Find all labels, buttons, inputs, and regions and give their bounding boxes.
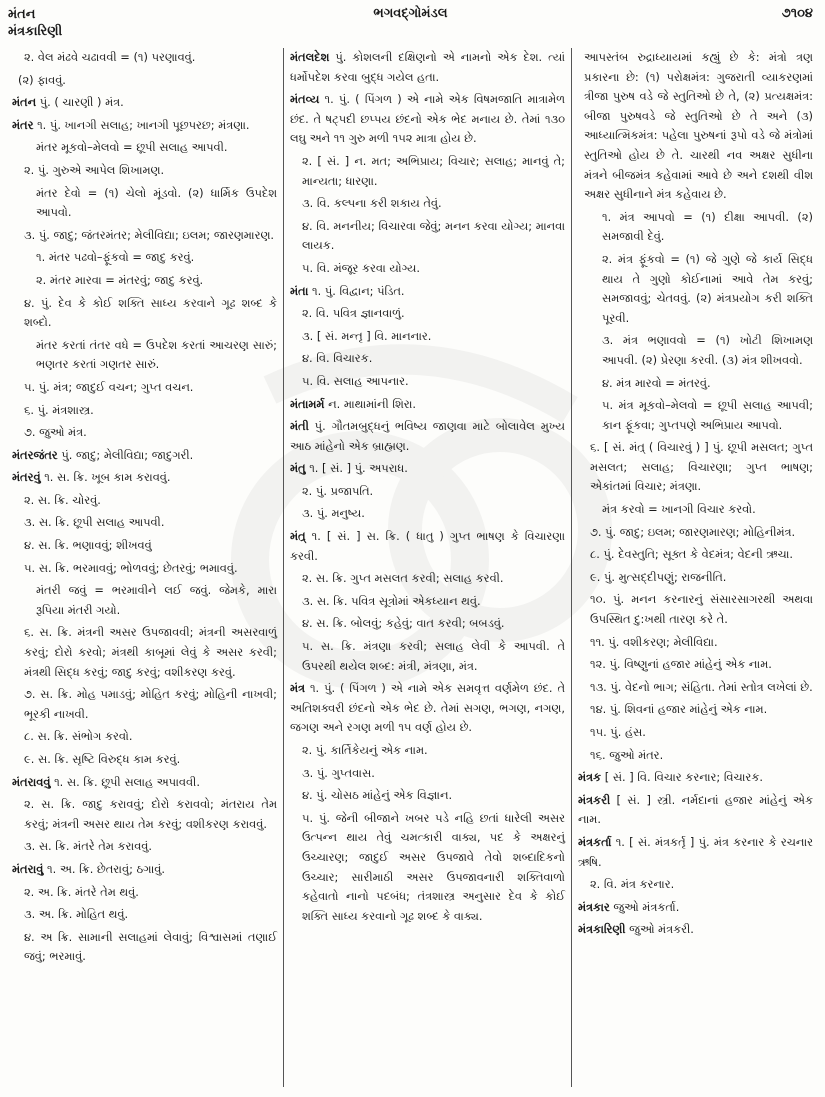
definition-text: પું. કોશલની દક્ષિણનો એ નામનો એક દેશ. ત્યાં ધર્મોપદેશ કરવા બુદ્ધ ગયેલ હતા. (290, 50, 565, 84)
headword: મંત્રકારિણી (578, 922, 626, 937)
sense-definition: ૫. સ. ક્રિ. મંત્રણા કરવી; સલાહ લેવી કે આપવી. તે ઉપરથી થયેલ શબ્દ: મંત્રી, મંત્રણા, મંત્ર. (302, 639, 565, 673)
headword: મંતરવું (12, 470, 41, 485)
definition-text: પું. જાદુ; મેલીવિદ્યા; જાદુગરી. (57, 447, 194, 462)
sense-definition: ૩. અ. ક્રિ. મોહિત થવું. (24, 907, 129, 922)
dictionary-entry (290, 679, 565, 738)
idiom-phrase: ૧. મંત્ર આપવો = (૧) દીક્ષા આપવી. (૨) સમજાવી દેવું. (602, 209, 813, 244)
sense-definition: ૫. પું. જેની બીજાને ખબર પડે નહિ છતાં ધારેલી અસર ઉત્પન્ન થાય તેવું ચમત્કારી વાક્ય, પદ કે અક્ષરનું ઉચ્ચારણ; જાદુઈ અસર ઉપજાવે તેવો શબ્દાદિકનો ઉચ્ચાર; સારીમાઠી અસર ઉપજાવનારી શક્તિવાળો કહેવાતો નાનો પદબંધ; તંત્રશાસ્ત્ર અનુસાર દેવ કે કોઈ શક્તિ સાધ્ય કરવાનો ગૂઢ શબ્દ કે વાક્ય. (302, 810, 565, 923)
definition-text: પું. ગૌતમબુદ્ધનું ભવિષ્ય જાણવા માટે બોલાવેલ મુખ્ય આઠ માંહેનો એક બ્રાહ્મણ. (290, 419, 565, 453)
headword: મંતન (12, 95, 37, 110)
headword: મંતી (290, 419, 309, 434)
headword: મંત્રકાર (578, 899, 610, 914)
page-header (8, 4, 813, 40)
dictionary-entry (290, 48, 565, 87)
sense-definition: ૩. [ સં. મન્તૃ ] વિ. માનનાર. (302, 328, 432, 343)
definition-text: પું. ( ચારણી ) મંત્ર. (36, 95, 124, 110)
headword: મંતલદેશ (290, 50, 330, 64)
sense-definition: ૨. પું. ગુરુએ આપેલ શિખામણ. (24, 162, 165, 177)
headword: મંતામર્મ (290, 396, 325, 411)
dictionary-entry (290, 395, 565, 415)
dictionary-entry (12, 93, 277, 113)
headword: મંત્રક (578, 770, 602, 785)
dictionary-entry (578, 898, 813, 918)
idiom-phrase: ૪. મંત્ર મારવો = મંતરવું. (602, 375, 711, 390)
dictionary-entry (12, 860, 277, 880)
sense-definition: ૫. વિ. મંજૂર કરવા યોગ્ય. (302, 260, 420, 275)
sense-definition: ૪. સ. ક્રિ. બોલવું; કહેવું; વાત કરવી; બબડવું. (302, 616, 505, 631)
column-2 (283, 48, 571, 1087)
sense-definition: ૪. વિ. વિચારક. (302, 351, 373, 366)
sense-definition: ૩. વિ. કલ્પના કરી શકાય તેવું. (302, 196, 442, 211)
dictionary-entry (12, 468, 277, 488)
idiom-phrase: મંતર કરતાં તંતર વધે = ઉપદેશ કરતાં આચરણ સારું; ભણતર કરતાં ગણતર સારું. (36, 337, 277, 372)
idiom-phrase: મંતર દેવો = (૧) ચેલો મૂંડવો. (૨) ધાર્મિક ઉપદેશ આપવો. (36, 185, 277, 220)
sense-definition: ૩. પું. જાદુ; જંતરમંતર; મેલીવિદ્યા; ઇલમ; જારણમારણ. (24, 227, 275, 242)
sense-definition: ૨. પું. પ્રજાપતિ. (302, 483, 374, 498)
last-guide-word: મંત્રકારિણી (8, 24, 63, 39)
sense-definition: ૧૩. પું. વેદનો ભાગ; સંહિતા. તેમાં સ્તોત્ર લખેલાં છે. (590, 679, 813, 694)
sense-definition: ૧૧. પું. વશીકરણ; મેલીવિદ્યા. (590, 634, 718, 649)
sense-definition: ૪. પું. દેવ કે કોઈ શક્તિ સાધ્ય કરવાને ગૂઢ શબ્દ કે શબ્દો. (24, 295, 277, 330)
definition-text: ૧. સ. ક્રિ. ખૂબ કામ કરાવવું. (40, 470, 171, 485)
headword: મંતરાવું (12, 861, 44, 876)
sense-definition: ૯. સ. ક્રિ. સૃષ્ટિ વિરુદ્ધ કામ કરવું. (24, 752, 181, 766)
dictionary-entry (290, 459, 565, 479)
sense-definition: ૯. પું. મુત્સદ્દીપણું; રાજનીતિ. (590, 569, 727, 584)
definition-continuation: આપસ્તંબ રુદ્રાધ્યાયમાં કહ્યું છે કે: મંત્રો ત્રણ પ્રકારના છે: (૧) પરોક્ષમંત્ર: ગુજરાતી વ્યાકરણમાં ત્રીજા પુરુષ વડે જે સ્તુતિઓ છે તે, (૨) પ્રત્યક્ષમંત્ર: બીજા પુરુષવડે જે સ્તુતિઓ છે તે અને (૩) આધ્યાત્મિકમંત્ર: પહેલા પુરુષનાં રૂપો વડે જે મંત્રોમાં સ્તુતિઓ હોય છે તે. ચારથી નવ અક્ષર સુધીના મંત્રને બીજમંત્ર કહેવામાં આવે છે અને દશથી વીશ અક્ષર સુધીનાને મંત્ર કહેવાય છે. (584, 50, 813, 202)
headword: મંતા (290, 283, 309, 298)
dictionary-entry (290, 417, 565, 456)
sense-definition: ૨. વિ. પવિત્ર જ્ઞાનવાળું. (302, 306, 405, 321)
sense-definition: ૧૬. જુઓ મંતર. (590, 747, 664, 762)
sense-definition: ૬. [ સં. મંત્ર્ ( વિચારવું ) ] પું. છૂપી મસલત; ગુપ્ત મસલત; સલાહ; વિચારણા; ગુપ્ત ભાષણ; એકાંતમાં વિચાર; મંત્રણા. (590, 440, 813, 494)
sense-definition: ૪. વિ. મનનીય; વિચારવા જેવું; મનન કરવા યોગ્ય; માનવા લાયક. (302, 218, 565, 253)
dictionary-entry (578, 920, 813, 940)
dictionary-entry (290, 527, 565, 566)
definition-text: ૧. [ સં. ] સ. ક્રિ. ( ધાતુ ) ગુપ્ત ભાષણ કે વિચારણા કરવી. (290, 529, 565, 563)
definition-text: ૧. અ. ક્રિ. છેતરાવું; ઠગાવું. (43, 861, 165, 876)
sense-definition: ૧૨. પું. વિષ્ણુનાં હજાર માંહેનું એક નામ. (590, 657, 772, 672)
sense-definition: ૫. પું. મંત્ર; જાદુઈ વચન; ગુપ્ત વચન. (24, 379, 194, 394)
sense-definition: ૨. અ. ક્રિ. મંતરે તેમ થવું. (24, 884, 139, 899)
sense-definition: ૨. સ. ક્રિ. ચોરવું. (24, 492, 101, 507)
definition-text: [ સં. ] વિ. વિચાર કરનાર; વિચારક. (601, 770, 763, 785)
dictionary-entry (578, 768, 813, 788)
sense-definition: ૪. પું. ચોસઠ માંહેનું એક વિજ્ઞાન. (302, 788, 453, 803)
idiom-phrase: ૨. મંતર મારવા = મંતરવું; જાદુ કરવું. (36, 272, 204, 287)
headword: મંત્ર્ (290, 529, 306, 544)
headword: મંત્ર (290, 681, 306, 696)
sense-definition: ૫. વિ. સલાહ આપનાર. (302, 373, 409, 388)
definition-text: જુઓ મંત્રકર્તા. (609, 899, 680, 914)
sense-definition: ૨. સ. ક્રિ. જાદુ કરાવવું; દોરો કરાવવો; મંતરાય તેમ કરવું; મંત્રની અસર થાય તેમ કરવું; વશીકરણ કરાવવું. (24, 797, 277, 831)
sense-definition: ૭. જુઓ મંત્ર. (24, 425, 87, 440)
sense-definition: ૨. [ સં. ] ન. મત; અભિપ્રાય; વિચાર; સલાહ; માનવું તે; માન્યતા; ધારણા. (302, 153, 565, 188)
headword: મંત્રકર્તા (578, 834, 612, 849)
idiom-phrase: મંત્ર કરવો = ખાનગી વિચાર કરવો. (602, 502, 756, 517)
column-3 (571, 48, 819, 1087)
sense-definition: ૨. પું. કાર્તિકેયનું એક નામ. (302, 743, 428, 757)
headword: મંત્રકરી (578, 792, 611, 807)
headword: મંતર (12, 117, 34, 132)
sense-definition: ૭. સ. ક્રિ. મોહ પમાડવું; મોહિત કરવું; મોહિની નાખવી; ભૂરકી નાખવી. (24, 687, 277, 721)
book-title: ભગવદ્ગોમંડલ (373, 6, 448, 21)
idiom-phrase: મંતરી જવું = ભરમાવીને લઈ જવું. જેમકે, મારા રૂપિયા મંતરી ગયો. (36, 583, 277, 617)
headword: મંતવ્ય (290, 92, 320, 107)
definition-continuation: (૨) ફાવવું. (18, 72, 66, 87)
definition-text: ૧. [ સં. મંત્રકર્તૃ ] પું. મંત્ર કરનાર કે રચનાર ઋષિ. (578, 834, 813, 869)
first-guide-word: મંતન (8, 7, 36, 22)
sense-definition: ૩. પું. મનુષ્ય. (302, 506, 365, 521)
sense-definition: ૩. સ. ક્રિ. પવિત્ર સૂત્રોમાં એકધ્યાન થવું. (302, 593, 481, 608)
sense-definition: ૩. સ. ક્રિ. છૂપી સલાહ આપવી. (24, 515, 165, 530)
sense-definition: ૮. પું. દેવસ્તુતિ; સૂક્ત કે વેદમંત્ર; વેદની ઋચા. (590, 547, 793, 562)
headword: મંતરાવવું (12, 774, 51, 789)
definition-text: ૧. સ. ક્રિ. છૂપી સલાહ અપાવવી. (50, 774, 200, 789)
definition-text: ૧. પું. ખાનગી સલાહ; ખાનગી પૂછપરછ; મંત્રણા. (33, 117, 250, 132)
dictionary-entry (578, 833, 813, 872)
sense-definition: ૨. સ. ક્રિ. ગુપ્ત મસલત કરવી; સલાહ કરવી. (302, 571, 504, 586)
sense-definition: ૪. અ ક્રિ. સામાની સલાહમાં લેવાવું; વિશ્વાસમાં તણાઈ જવું; ભરમાવું. (24, 929, 277, 964)
sense-definition: ૫. સ. ક્રિ. ભરમાવવું; ભોળવવું; છેતરવું; ભમાવવું. (24, 560, 238, 575)
headword: મંતુ (290, 461, 306, 476)
definition-text: ૧. [ સં. ] પું. અપરાધ. (305, 461, 408, 476)
definition-text: ૧. પું. ( પિંગળ ) એ નામે એક વિષમજાતિ માત્રામેળ છંદ. તે ષટ્પદી છપ્પય છંદનો એક ભેદ મનાય છે. તેમાં ૧૩૦ લઘુ અને ૧૧ ગુરુ મળી ૧૫૨ માત્રા હોય છે. (290, 92, 565, 146)
sense-definition: ૧૫. પું. હંસ. (590, 725, 646, 739)
idiom-phrase: ૨. મંત્ર ફૂંકવો = (૧) જે ગુણે જે કાર્ય સિદ્ધ થાય તે ગુણો કોઈનામાં આવે તેમ કરવું; સમજાવવું; ચેતવવું. (૨) મંત્રપ્રયોગ કરી શક્તિ પૂરવી. (602, 251, 813, 325)
headword: મંતરજંતર (12, 447, 58, 462)
dictionary-entry (578, 791, 813, 830)
dictionary-columns (6, 48, 819, 1087)
dictionary-entry (12, 116, 277, 136)
idiom-phrase: ૫. મંત્ર મૂકવો–મેલવો = છૂપી સલાહ આપવી; કાન ફૂંકવા; ગુપ્તપણે અભિપ્રાય આપવો. (602, 398, 813, 432)
sense-definition: ૪. સ. ક્રિ. ભણાવવું; શીખવવું (24, 538, 152, 553)
sense-definition: ૨. વેલ મંઢવે ચઢાવવી = (૧) પરણાવવું. (24, 50, 196, 64)
definition-text: ૧. પું. વિદ્વાન; પંડિત. (308, 283, 405, 298)
idiom-phrase: ૩. મંત્ર ભણાવવો = (૧) ખોટી શિખામણ આપવી. (૨) પ્રેરણા કરવી. (૩) મંત્ર શીખવવો. (602, 333, 813, 367)
definition-text: ન. માથામાંની શિરા. (324, 396, 417, 411)
definition-text: [ સં. ] સ્ત્રી. નર્મદાનાં હજાર માંહેનું એક નામ. (578, 792, 813, 827)
dictionary-entry (12, 773, 277, 793)
sense-definition: ૩. પું. ગુપ્તવાસ. (302, 765, 375, 780)
idiom-phrase: ૧. મંતર પઢવો–ફૂંકવો = જાદુ કરવું. (36, 250, 195, 265)
sense-definition: ૬. સ. ક્રિ. મંત્રની અસર ઉપજાવવી; મંત્રની અસરવાળું કરવું; દોરો કરવો; મંત્રથી કાબૂમાં લેવું કે અસર કરવી; મંત્રથી સિદ્ધ કરવું; જાદુ કરવું; વશીકરણ કરવું. (24, 625, 277, 679)
sense-definition: ૧૦. પું. મનન કરનારનું સંસારસાગરથી અથવા ઉપસ્થિત દુ:ખથી તારણ કરે તે. (590, 592, 813, 627)
dictionary-entry (290, 90, 565, 149)
sense-definition: ૧૪. પું. શિવનાં હજાર માંહેનું એક નામ. (590, 702, 768, 717)
sense-definition: ૬. પું. મંત્રશાસ્ત્ર. (24, 402, 94, 417)
column-1 (6, 48, 283, 1087)
sense-definition: ૩. સ. ક્રિ. મંતરે તેમ કરાવવું. (24, 839, 153, 854)
idiom-phrase: મંતર મૂકવો–મેલવો = છૂપી સલાહ આપવી. (36, 140, 228, 155)
sense-definition: ૭. પું. જાદુ; ઇલમ; જારણમારણ; મોહિનીમંત્ર. (590, 524, 796, 539)
sense-definition: ૮. સ. ક્રિ. સંભોગ કરવો. (24, 729, 133, 744)
definition-text: ૧. પું. ( પિંગળ ) એ નામે એક સમવૃત્ત વર્ણમેળ છંદ. તે અતિશક્વરી છંદનો એક ભેદ છે. તેમાં સગણ, ભગણ, નગણ, જગણ અને રગણ મળી ૧૫ વર્ણ હોય છે. (290, 681, 565, 735)
definition-text: જુઓ મંત્રકરી. (625, 922, 694, 937)
dictionary-entry (290, 282, 565, 302)
page-number: ૭૧૦૪ (781, 6, 813, 21)
sense-definition: ૨. વિ. મંત્ર કરનાર. (590, 877, 675, 892)
dictionary-entry (12, 446, 277, 466)
